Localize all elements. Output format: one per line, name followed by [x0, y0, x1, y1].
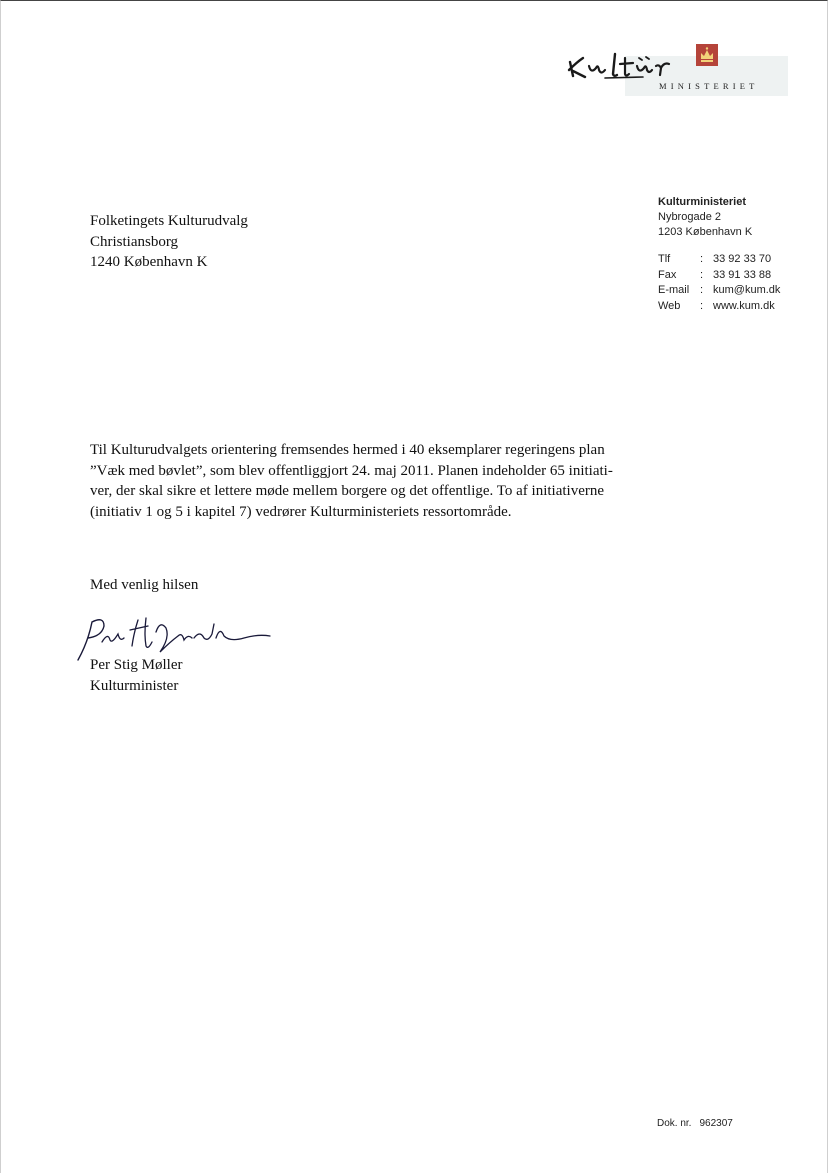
sender-address-line: Nybrogade 2 [658, 211, 721, 223]
body-line: ”Væk med bøvlet”, som blev offentliggjort 24. maj 2011. Planen indeholder 65 initiati- [90, 462, 613, 479]
contact-value: www.kum.dk [713, 299, 775, 312]
contact-row-phone [658, 252, 780, 268]
document-reference [657, 1118, 733, 1129]
contact-separator: : [700, 284, 704, 296]
kultur-script-logo [565, 44, 715, 84]
ministry-logo [565, 44, 790, 98]
body-line: ver, der skal sikre et lettere møde mellem borgere og det offentlige. To af initiativerne [90, 483, 604, 500]
contact-value: kum@kum.dk [713, 284, 781, 296]
signer-block [90, 655, 183, 696]
contact-table [658, 252, 780, 314]
contact-label: Web [658, 299, 681, 312]
sender-block [658, 195, 780, 314]
signer-title: Kulturminister [90, 677, 179, 694]
crown-icon [696, 44, 718, 66]
sender-address-line: 1203 København K [658, 226, 753, 238]
contact-separator: : [700, 268, 704, 281]
recipient-line: Folketingets Kulturudvalg [90, 213, 248, 229]
sender-organization: Kulturministeriet [658, 196, 747, 208]
logo-wordmark: MINISTERIET [659, 81, 759, 91]
recipient-line: 1240 København K [90, 254, 208, 270]
recipient-line: Christiansborg [90, 233, 179, 250]
contact-row-web [658, 299, 780, 315]
signer-name: Per Stig Møller [90, 657, 183, 673]
contact-value: 33 92 33 70 [713, 253, 772, 265]
contact-label: Fax [658, 268, 677, 281]
contact-value: 33 91 33 88 [713, 268, 772, 281]
document-reference-label: Dok. nr. [657, 1118, 692, 1129]
closing-greeting: Med venlig hilsen [90, 577, 199, 593]
recipient-address [90, 211, 248, 273]
contact-row-email [658, 283, 780, 299]
contact-separator: : [700, 253, 704, 265]
contact-row-fax [658, 268, 780, 284]
contact-separator: : [700, 299, 704, 312]
contact-label: Tlf [658, 253, 671, 265]
body-line: Til Kulturudvalgets orientering fremsendes hermed i 40 eksemplarer regeringens plan [90, 442, 605, 458]
document-reference-number: 962307 [699, 1118, 733, 1129]
contact-label: E-mail [658, 284, 690, 296]
body-line: (initiativ 1 og 5 i kapitel 7) vedrører Kulturministeriets ressortområde. [90, 504, 512, 521]
letter-body [90, 440, 650, 523]
